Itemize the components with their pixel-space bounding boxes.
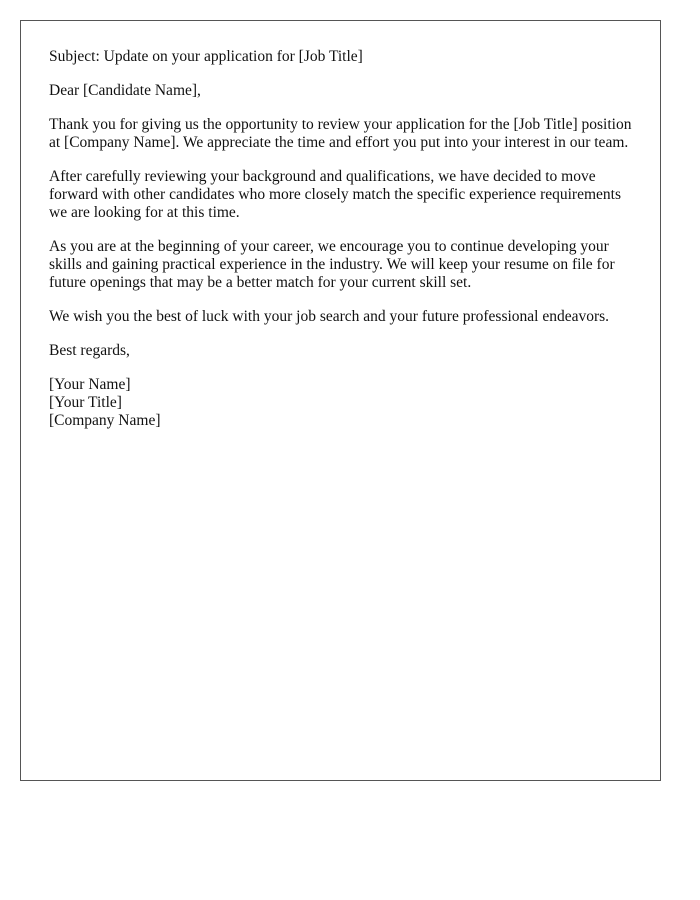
letter-closing: Best regards, (49, 342, 130, 359)
letter-paragraph-2: After carefully reviewing your background and qualifications, we have decided to move forward with other candidates who more closely match the specific experience requirements we are looking for at this time. (49, 168, 621, 221)
signature-title: [Your Title] (49, 394, 122, 411)
signature-company: [Company Name] (49, 412, 161, 429)
signature-name: [Your Name] (49, 376, 131, 393)
letter-document (20, 20, 661, 781)
letter-subject: Subject: Update on your application for [Job Title] (49, 48, 363, 65)
letter-salutation: Dear [Candidate Name], (49, 82, 201, 99)
letter-paragraph-4: We wish you the best of luck with your job search and your future professional endeavors. (49, 308, 610, 325)
letter-signature (49, 376, 632, 430)
letter-paragraph-3: As you are at the beginning of your career, we encourage you to continue developing your skills and gaining practical experience in the industry. We will keep your resume on file for future openings that may be a better match for your current skill set. (49, 238, 615, 291)
letter-paragraph-1: Thank you for giving us the opportunity to review your application for the [Job Title] position at [Company Name]. We appreciate the time and effort you put into your interest in our team. (49, 116, 632, 151)
